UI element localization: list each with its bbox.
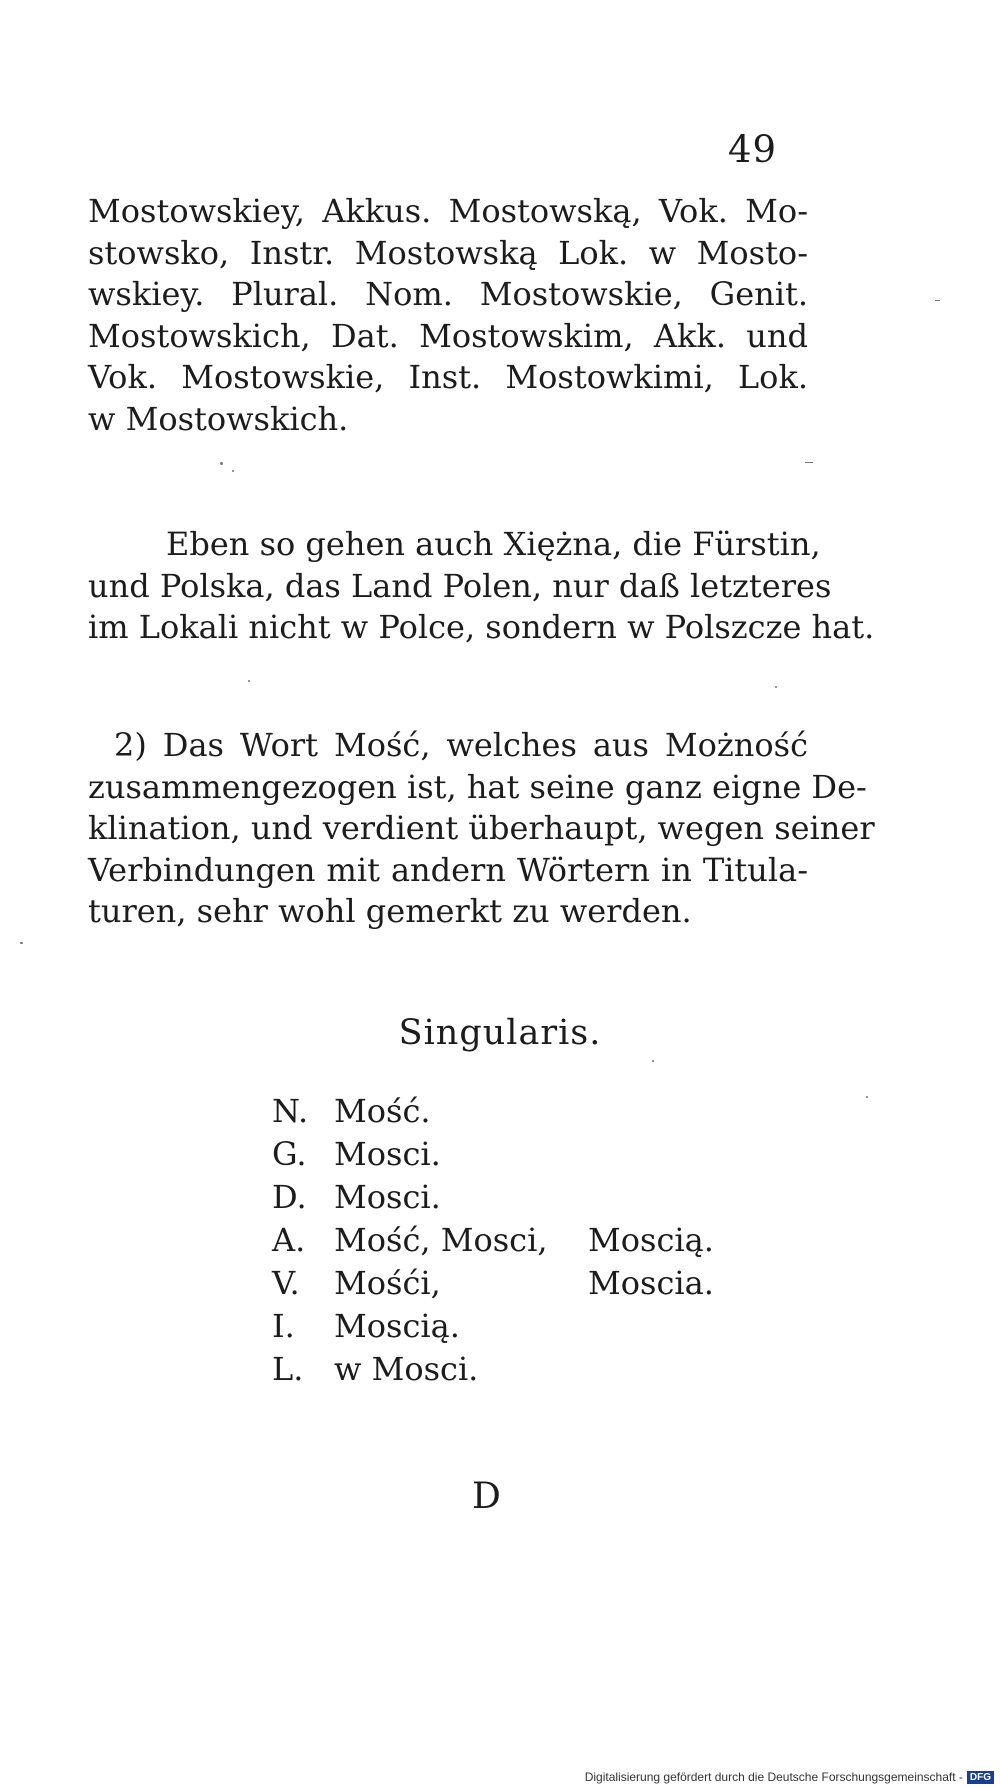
case-label: G.: [272, 1135, 307, 1173]
scan-speck: [866, 1096, 868, 1098]
case-label: V.: [272, 1264, 300, 1302]
paragraph-xiezna-polska: [88, 524, 875, 649]
text-line: turen, sehr wohl gemerkt zu werden.: [88, 892, 692, 930]
text-line: w Mostowskich.: [88, 399, 349, 438]
signature-mark: D: [472, 1476, 501, 1517]
footer-text: Digitalisierung gefördert durch die Deutsche Forschungsgemeinschaft -: [584, 1770, 963, 1784]
case-forms: Mosci.: [334, 1135, 441, 1173]
case-alt-form: Moscią.: [588, 1221, 714, 1259]
page-number: 49: [728, 128, 778, 171]
text-line: Eben so gehen auch Xiężna, die Fürstin,: [166, 525, 821, 563]
case-forms: w Mosci.: [334, 1350, 479, 1388]
scan-speck: [248, 680, 250, 682]
case-forms: Mość, Mosci,: [334, 1221, 548, 1259]
paragraph-declension-continuation: [88, 191, 808, 440]
case-forms: Moscią.: [334, 1307, 460, 1345]
paragraph-word-mosc: [88, 725, 875, 933]
text-line: stowsko, Instr. Mostowską Lok. w Mosto-: [88, 233, 808, 272]
section-heading-singularis: Singularis.: [398, 1013, 602, 1053]
text-line: Mostowskich, Dat. Mostowskim, Akk. und: [88, 316, 808, 355]
case-alt-form: Moscia.: [588, 1264, 714, 1302]
text-line: Verbindungen mit andern Wörtern in Titula-: [88, 850, 808, 889]
case-forms: Mość.: [334, 1092, 431, 1130]
case-label: A.: [272, 1221, 306, 1259]
text-line: klination, und verdient überhaupt, wegen seiner: [88, 809, 875, 847]
case-forms: Mosci.: [334, 1178, 441, 1216]
digitization-footer: [585, 1770, 994, 1784]
text-line: Vok. Mostowskie, Inst. Mostowkimi, Lok.: [88, 358, 808, 396]
scan-speck: [232, 470, 234, 472]
text-line: wskiey. Plural. Nom. Mostowskie, Genit.: [88, 275, 808, 313]
case-forms: Mośći,: [334, 1264, 441, 1302]
text-line: 2) Das Wort Mość, welches aus Możność: [114, 726, 808, 764]
case-label: N.: [272, 1092, 309, 1130]
scan-speck: [935, 300, 940, 301]
scan-speck: [220, 462, 223, 465]
case-label: D.: [272, 1178, 307, 1216]
text-line: Mostowskiey, Akkus. Mostowską, Vok. Mo-: [88, 192, 808, 230]
case-label: L.: [272, 1350, 304, 1388]
scan-speck: [652, 1060, 654, 1062]
scan-speck: [20, 942, 23, 944]
text-line: zusammengezogen ist, hat seine ganz eigne De-: [88, 767, 867, 806]
text-line: und Polska, das Land Polen, nur daß letzteres: [88, 566, 832, 605]
scan-speck: [805, 462, 813, 463]
case-label: I.: [272, 1307, 295, 1345]
text-line: im Lokali nicht w Polce, sondern w Polszcze hat.: [88, 608, 875, 646]
scan-speck: [775, 686, 777, 688]
dfg-logo: DFG: [967, 1771, 994, 1784]
